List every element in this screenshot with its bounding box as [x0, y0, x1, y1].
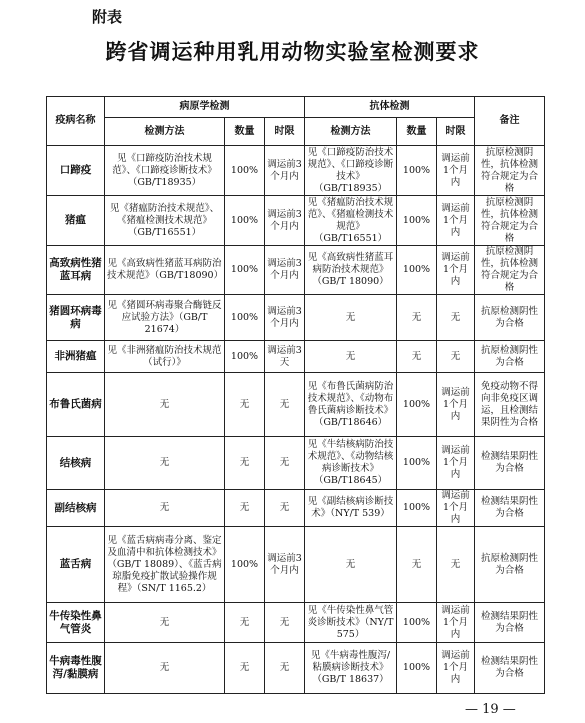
table-row [47, 146, 545, 196]
pathogen-method-cell: 无 [105, 603, 225, 643]
table-row [47, 527, 545, 603]
table-row [47, 490, 545, 527]
pathogen-quantity-cell: 无 [225, 437, 265, 490]
remark-cell: 抗原检测阴性为合格 [475, 341, 545, 373]
remark-cell: 抗原检测阴性，抗体检测符合规定为合格 [475, 196, 545, 246]
antibody-time-cell: 调运前1个月内 [437, 246, 475, 295]
pathogen-quantity-cell: 100% [225, 246, 265, 295]
header-disease: 疫病名称 [47, 97, 105, 146]
header-antibody-method: 检测方法 [305, 118, 397, 146]
disease-name-cell: 口蹄疫 [47, 146, 105, 196]
remark-cell: 抗原检测阴性为合格 [475, 295, 545, 341]
antibody-method-cell: 见《高致病性猪蓝耳病防治技术规范》（GB/T 18090） [305, 246, 397, 295]
antibody-time-cell: 调运前1个月内 [437, 196, 475, 246]
pathogen-method-cell: 无 [105, 437, 225, 490]
pathogen-time-cell: 无 [265, 373, 305, 437]
header-antibody-time: 时限 [437, 118, 475, 146]
pathogen-quantity-cell: 无 [225, 373, 265, 437]
antibody-quantity-cell: 100% [397, 643, 437, 694]
disease-name-cell: 猪圆环病毒病 [47, 295, 105, 341]
pathogen-time-cell: 调运前3个月内 [265, 196, 305, 246]
antibody-method-cell: 无 [305, 295, 397, 341]
table-row [47, 341, 545, 373]
antibody-quantity-cell: 无 [397, 295, 437, 341]
antibody-time-cell: 无 [437, 527, 475, 603]
pathogen-quantity-cell: 无 [225, 603, 265, 643]
antibody-method-cell: 见《口蹄疫防治技术规范》、《口蹄疫诊断技术》（GB/T18935） [305, 146, 397, 196]
header-pathogen-group: 病原学检测 [105, 97, 305, 118]
pathogen-method-cell: 见《猪瘟防治技术规范》、《猪瘟检测技术规范》（GB/T16551） [105, 196, 225, 246]
antibody-quantity-cell: 100% [397, 603, 437, 643]
table-row [47, 603, 545, 643]
antibody-quantity-cell: 100% [397, 373, 437, 437]
table-row [47, 643, 545, 694]
pathogen-method-cell: 见《蓝舌病病毒分离、鉴定及血清中和抗体检测技术》（GB/T 18089）、《蓝舌病琼脂免疫扩散试验操作规程》（SN/T 1165.2） [105, 527, 225, 603]
header-pathogen-quantity: 数量 [225, 118, 265, 146]
antibody-method-cell: 见《牛结核病防治技术规范》、《动物结核病诊断技术》（GB/T18645） [305, 437, 397, 490]
table-row [47, 295, 545, 341]
antibody-time-cell: 调运前1个月内 [437, 373, 475, 437]
remark-cell: 检测结果阴性为合格 [475, 603, 545, 643]
pathogen-quantity-cell: 100% [225, 341, 265, 373]
antibody-method-cell: 见《副结核病诊断技术》（NY/T 539） [305, 490, 397, 527]
pathogen-method-cell: 无 [105, 643, 225, 694]
antibody-quantity-cell: 100% [397, 146, 437, 196]
antibody-method-cell: 见《猪瘟防治技术规范》、《猪瘟检测技术规范》（GB/T16551） [305, 196, 397, 246]
pathogen-quantity-cell: 100% [225, 196, 265, 246]
table-row [47, 437, 545, 490]
pathogen-time-cell: 调运前3个月内 [265, 146, 305, 196]
pathogen-time-cell: 无 [265, 490, 305, 527]
antibody-method-cell: 见《牛病毒性腹泻/粘膜病诊断技术》（GB/T 18637） [305, 643, 397, 694]
table-row [47, 246, 545, 295]
disease-name-cell: 高致病性猪蓝耳病 [47, 246, 105, 295]
remark-cell: 检测结果阴性为合格 [475, 490, 545, 527]
disease-name-cell: 布鲁氏菌病 [47, 373, 105, 437]
remark-cell: 抗原检测阴性，抗体检测符合规定为合格 [475, 146, 545, 196]
disease-name-cell: 牛传染性鼻气管炎 [47, 603, 105, 643]
disease-name-cell: 非洲猪瘟 [47, 341, 105, 373]
antibody-time-cell: 调运前1个月内 [437, 490, 475, 527]
document-title: 跨省调运种用乳用动物实验室检测要求 [105, 39, 480, 64]
pathogen-quantity-cell: 100% [225, 146, 265, 196]
antibody-method-cell: 无 [305, 341, 397, 373]
remark-cell: 免疫动物不得向非免疫区调运，且检测结果阴性为合格 [475, 373, 545, 437]
pathogen-time-cell: 调运前3天 [265, 341, 305, 373]
antibody-quantity-cell: 无 [397, 527, 437, 603]
antibody-time-cell: 无 [437, 295, 475, 341]
antibody-quantity-cell: 100% [397, 196, 437, 246]
pathogen-method-cell: 无 [105, 373, 225, 437]
remark-cell: 抗原检测阴性，抗体检测符合规定为合格 [475, 246, 545, 295]
pathogen-time-cell: 调运前3个月内 [265, 246, 305, 295]
header-antibody-quantity: 数量 [397, 118, 437, 146]
pathogen-time-cell: 无 [265, 603, 305, 643]
pathogen-time-cell: 调运前3个月内 [265, 295, 305, 341]
page-number: — 19 — [465, 702, 516, 717]
pathogen-method-cell: 见《猪圆环病毒聚合酶链反应试验方法》（GB/T 21674） [105, 295, 225, 341]
disease-name-cell: 猪瘟 [47, 196, 105, 246]
pathogen-method-cell: 见《口蹄疫防治技术规范》、《口蹄疫诊断技术》（GB/T18935） [105, 146, 225, 196]
pathogen-quantity-cell: 无 [225, 643, 265, 694]
header-remarks: 备注 [475, 97, 545, 146]
remark-cell: 检测结果阴性为合格 [475, 437, 545, 490]
pathogen-quantity-cell: 100% [225, 295, 265, 341]
antibody-method-cell: 见《布鲁氏菌病防治技术规范》、《动物布鲁氏菌病诊断技术》（GB/T18646） [305, 373, 397, 437]
pathogen-method-cell: 见《非洲猪瘟防治技术规范（试行）》 [105, 341, 225, 373]
header-antibody-group: 抗体检测 [305, 97, 475, 118]
disease-name-cell: 牛病毒性腹泻/黏膜病 [47, 643, 105, 694]
disease-name-cell: 副结核病 [47, 490, 105, 527]
antibody-time-cell: 调运前1个月内 [437, 643, 475, 694]
requirements-table [46, 96, 545, 694]
antibody-time-cell: 调运前1个月内 [437, 146, 475, 196]
pathogen-time-cell: 调运前3个月内 [265, 527, 305, 603]
remark-cell: 抗原检测阴性为合格 [475, 527, 545, 603]
antibody-quantity-cell: 100% [397, 490, 437, 527]
antibody-time-cell: 调运前1个月内 [437, 603, 475, 643]
remark-cell: 检测结果阴性为合格 [475, 643, 545, 694]
appendix-label: 附表 [92, 8, 123, 26]
disease-name-cell: 蓝舌病 [47, 527, 105, 603]
antibody-time-cell: 调运前1个月内 [437, 437, 475, 490]
antibody-method-cell: 见《牛传染性鼻气管炎诊断技术》（NY/T 575） [305, 603, 397, 643]
header-pathogen-method: 检测方法 [105, 118, 225, 146]
pathogen-time-cell: 无 [265, 437, 305, 490]
antibody-method-cell: 无 [305, 527, 397, 603]
table-row [47, 196, 545, 246]
pathogen-method-cell: 见《高致病性猪蓝耳病防治技术规范》（GB/T18090） [105, 246, 225, 295]
antibody-quantity-cell: 无 [397, 341, 437, 373]
header-pathogen-time: 时限 [265, 118, 305, 146]
pathogen-method-cell: 无 [105, 490, 225, 527]
table-row [47, 373, 545, 437]
antibody-quantity-cell: 100% [397, 437, 437, 490]
antibody-quantity-cell: 100% [397, 246, 437, 295]
disease-name-cell: 结核病 [47, 437, 105, 490]
table-body [47, 146, 545, 694]
pathogen-quantity-cell: 100% [225, 527, 265, 603]
antibody-time-cell: 无 [437, 341, 475, 373]
pathogen-quantity-cell: 无 [225, 490, 265, 527]
pathogen-time-cell: 无 [265, 643, 305, 694]
